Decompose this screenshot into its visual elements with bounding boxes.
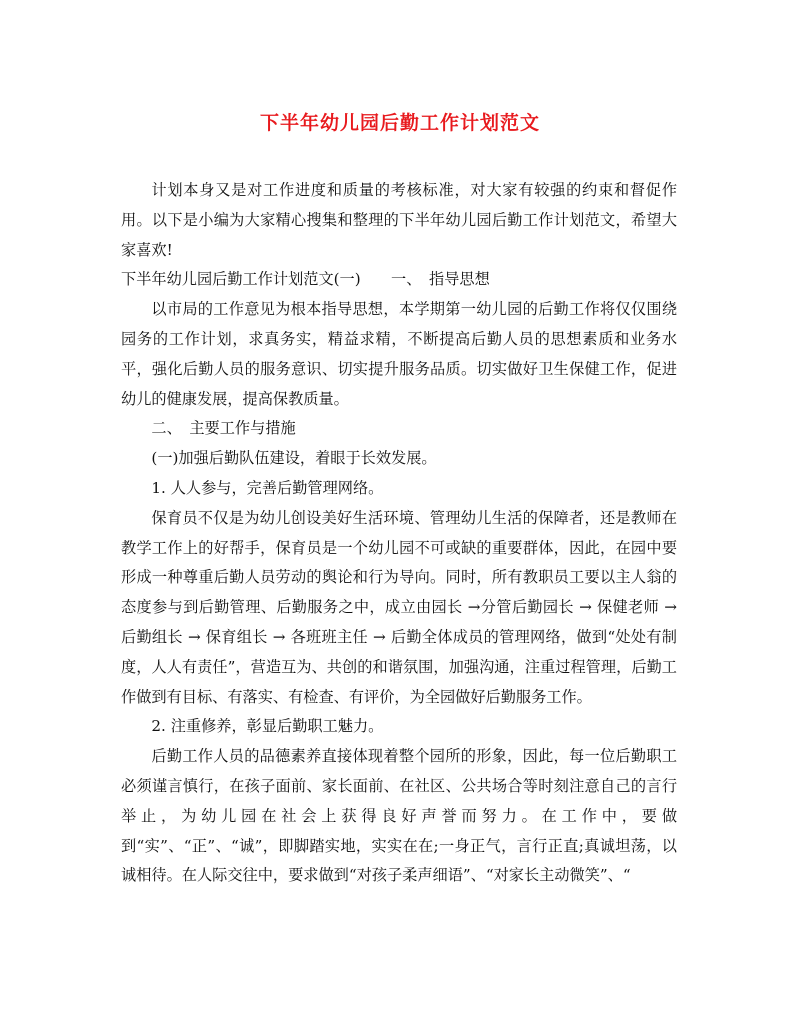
paragraph-item-1-heading: 1. 人人参与，完善后勤管理网络。 xyxy=(151,478,384,497)
paragraph-guiding-thought: 以市局的工作意见为根本指导思想，本学期第一幼儿园的后勤工作将仅仅围绕园务的工作计划，求真务实，精益求精，不断提高后勤人员的思想素质和业务水平，强化后勤人员的服务意识、切实提升服务品质。切实做好卫生保健工作，促进幼儿的健康发展，提高保教质量。 xyxy=(121,300,677,408)
paragraph-intro: 计划本身又是对工作进度和质量的考核标准，对大家有较强的约束和督促作用。以下是小编为大家精心搜集和整理的下半年幼儿园后勤工作计划范文，希望大家喜欢! xyxy=(121,181,677,259)
paragraph-team-building-heading: (一)加强后勤队伍建设，着眼于长效发展。 xyxy=(151,449,437,468)
paragraph-section-heading: 下半年幼儿园后勤工作计划范文(一) 一、 指导思想 xyxy=(121,270,490,289)
paragraph-main-measures-heading: 二、 主要工作与措施 xyxy=(151,419,296,438)
document-body xyxy=(121,176,677,891)
paragraph-item-2-heading: 2. 注重修养，彰显后勤职工魅力。 xyxy=(151,717,384,736)
paragraph-nursery-staff: 保育员不仅是为幼儿创设美好生活环境、管理幼儿生活的保障者，还是教师在教学工作上的好帮手，保育员是一个幼儿园不可或缺的重要群体，因此，在园中要形成一种尊重后勤人员劳动的舆论和行为导向。同时，所有教职员工要以主人翁的态度参与到后勤管理、后勤服务之中，成立由园长 →分管后勤园长 → 保健老师 → 后勤组长 → 保育组长 → 各班班主任 → 后勤全体成员的管理网络，做到“处处有制度，人人有责任”，营造互为、共创的和谐氛围，加强沟通，注重过程管理，后勤工作做到有目标、有落实、有检查、有评价，为全园做好后勤服务工作。 xyxy=(121,508,677,706)
document-title: 下半年幼儿园后勤工作计划范文 xyxy=(259,112,540,134)
paragraph-staff-conduct: 后勤工作人员的品德素养直接体现着整个园所的形象，因此，每一位后勤职工必须谨言慎行，在孩子面前、家长面前、在社区、公共场合等时刻注意自己的言行举止，为幼儿园在社会上获得良好声誉而努力。在工作中，要做到“实”、“正”、“诚”，即脚踏实地，实实在在;一身正气，言行正直;真诚坦荡，以诚相待。在人际交往中，要求做到“对孩子柔声细语”、“对家长主动微笑”、“ xyxy=(121,747,677,885)
